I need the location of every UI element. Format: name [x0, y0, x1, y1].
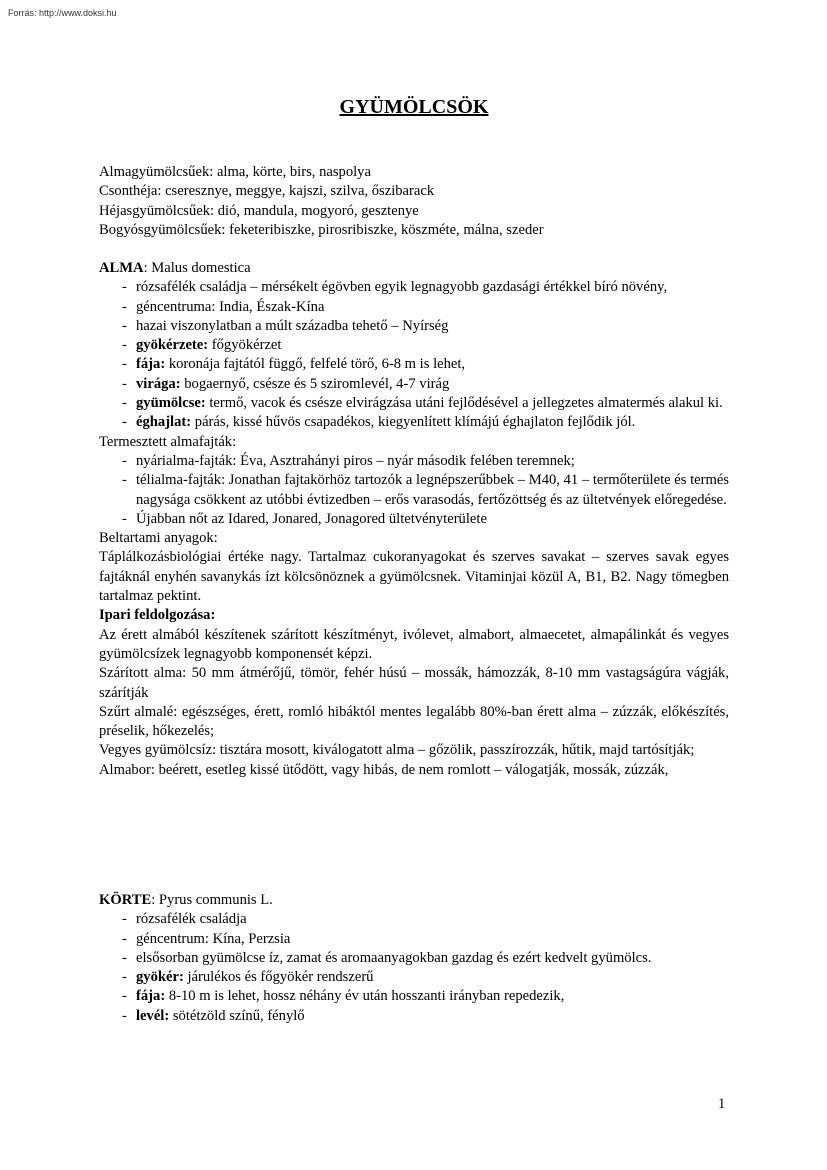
page-title: GYÜMÖLCSÖK [339, 96, 489, 118]
category-line: Almagyümölcsűek: alma, körte, birs, naspolya [99, 164, 371, 180]
korte-properties [99, 910, 729, 1026]
category-line: Héjasgyümölcsűek: dió, mandula, mogyoró, gesztenye [99, 202, 419, 219]
list-item: - géncentruma: India, Észak-Kína [99, 298, 729, 317]
list-item: - fája: koronája fajtától függő, felfelé törő, 6-8 m is lehet, [99, 355, 729, 374]
processing-heading: Ipari feldolgozása: [99, 607, 216, 624]
korte-heading [99, 891, 729, 910]
korte-section [99, 891, 729, 1026]
korte-name: KÖRTE [99, 892, 152, 908]
list-item: - nyárialma-fajták: Éva, Asztrahányi piros – nyár második felében teremnek; [99, 452, 729, 471]
list-item: - rózsafélék családja – mérsékelt égövben egyik legnagyobb gazdasági értékkel bíró növény, [99, 278, 729, 297]
list-item: - virága: bogaernyő, csésze és 5 sziromlevél, 4-7 virág [99, 375, 729, 394]
processing-paragraph: Szárított alma: 50 mm átmérőjű, tömör, fehér húsú – mossák, hámozzák, 8-10 mm vastagságúra vágják, szárítják [99, 665, 729, 701]
list-item: - gyökérzete: főgyökérzet [99, 336, 729, 355]
list-item: - elsősorban gyümölcse íz, zamat és aromaanyagokban gazdag és ezért kedvelt gyümölcs. [99, 949, 729, 968]
processing-paragraph: Szűrt almalé: egészséges, érett, romló hibáktól mentes legalább 80%-ban érett alma – zúzzák, előkészítés, préselik, hőkezelés; [99, 703, 729, 740]
list-item: - Újabban nőt az Idared, Jonared, Jonagored ültetvényterülete [99, 510, 729, 529]
alma-heading [99, 259, 729, 278]
list-item: - levél: sötétzöld színű, fénylő [99, 1007, 729, 1026]
content-heading: Beltartami anyagok: [99, 530, 218, 547]
category-line: Bogyósgyümölcsűek: feketeribiszke, pirosribiszke, köszméte, málna, szeder [99, 221, 544, 238]
processing-paragraph: Az érett almából készítenek szárított készítményt, ivólevet, almabort, almaecetet, almapálinkát és vegyes gyümölcsízek legnagyobb komponensét képzi. [99, 626, 729, 662]
list-item: - hazai viszonylatban a múlt századba tehető – Nyírség [99, 317, 729, 336]
page-number: 1 [718, 1096, 726, 1112]
list-item: - gyökér: járulékos és főgyökér rendszerű [99, 968, 729, 987]
category-line: Csonthéja: cseresznye, meggye, kajszi, szilva, őszibarack [99, 183, 435, 200]
varieties-list [99, 452, 729, 529]
list-item: - gyümölcse: termő, vacok és csésze elvirágzása utáni fejlődésével a jellegzetes almatermés alakul ki. [99, 394, 729, 413]
alma-name: ALMA [99, 260, 144, 276]
alma-latin: : Malus domestica [143, 260, 251, 276]
processing-paragraph: Almabor: beérett, esetleg kissé ütődött, vagy hibás, de nem romlott – válogatják, mossák, zúzzák, [99, 761, 669, 778]
list-item: - fája: 8-10 m is lehet, hossz néhány év után hosszanti irányban repedezik, [99, 987, 729, 1006]
list-item: - rózsafélék családja [99, 910, 729, 929]
source-note: Forrás: http://www.doksi.hu [8, 8, 117, 18]
korte-latin: : Pyrus communis L. [151, 892, 273, 908]
content-paragraph: Táplálkozásbiológiai értéke nagy. Tartalmaz cukoranyagokat és szerves savakat – szerves savak egyes fajtáknál enyhén savanykás ízt kölcsönöznek a gyümölcsnek. Vitaminjai közül A, B1, B2. Nagy tömegben tartalmaz pektint. [99, 549, 729, 605]
list-item: - géncentrum: Kína, Perzsia [99, 930, 729, 949]
alma-section [99, 259, 729, 780]
varieties-heading: Termesztett almafajták: [99, 433, 237, 450]
alma-properties [99, 278, 729, 432]
list-item: - éghajlat: párás, kissé hűvös csapadékos, kiegyenlített klímájú éghajlaton fejlődik jól. [99, 413, 729, 432]
fruit-categories [99, 163, 729, 240]
list-item: - télialma-fajták: Jonathan fajtakörhöz tartozók a legnépszerűbbek – M40, 41 – termőterülete és termés nagysága csökkent az utóbbi évtizedben – erős varasodás, fertőzöttség és az ültetvények előregedése. [99, 471, 729, 510]
processing-paragraph: Vegyes gyümölcsíz: tisztára mosott, kiválogatott alma – gőzölik, passzírozzák, hűtik, majd tartósítják; [99, 742, 695, 759]
